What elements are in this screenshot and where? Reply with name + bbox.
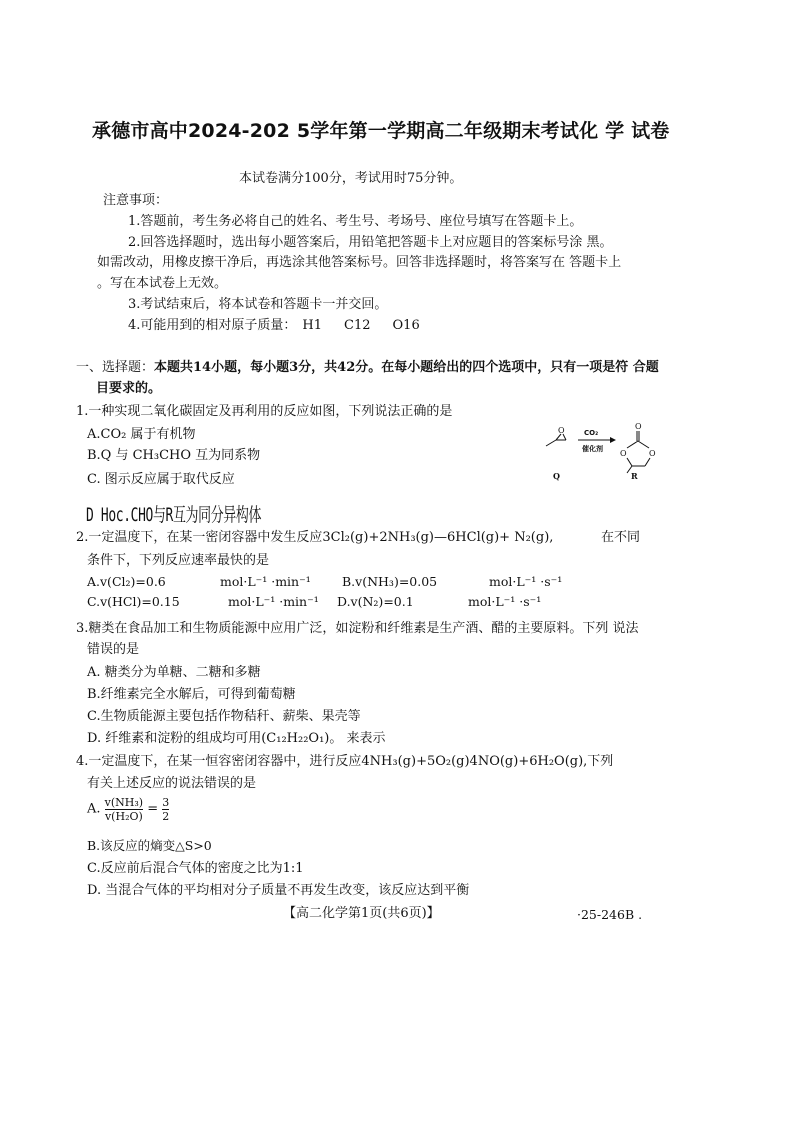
q1-option-a: A.CO₂ 属于有机物 (87, 427, 196, 442)
ring-oxygen-right: O (649, 449, 656, 458)
carbonyl-oxygen: O (635, 422, 642, 431)
note-2c: 。写在本试卷上无效。 (97, 276, 228, 291)
q2-option-b-value: B.v(NH₃)=0.05 (342, 574, 438, 589)
q1-option-b: B.Q 与 CH₃CHO 互为同系物 (87, 448, 261, 463)
q4-option-a (87, 796, 169, 823)
q2-option-a-unit: mol·L⁻¹ ·min⁻¹ (220, 574, 311, 589)
ring-oxygen-left: O (620, 449, 627, 458)
arrow-bottom-label: 催化剂 (582, 445, 603, 453)
reaction-arrow-head (610, 437, 616, 443)
note-4-label: 4.可能用到的相对原子质量： (128, 318, 297, 333)
q4-option-c: C.反应前后混合气体的密度之比为1:1 (87, 861, 304, 876)
section-heading-label: 一、选择题： (76, 360, 155, 375)
q3-stem-2: 错误的是 (87, 642, 140, 657)
note-2b: 如需改动，用橡皮擦干净后，再选涂其他答案标号。回答非选择题时，将答案写在 答题卡上 (97, 255, 622, 270)
ring-bond-left-upper (627, 441, 638, 448)
equals-sign: = (147, 801, 159, 817)
score-time-line: 本试卷满分100分，考试用时75分钟。 (239, 171, 463, 186)
label-r: R (631, 471, 638, 481)
reaction-scheme (540, 418, 675, 484)
rate-ratio-denominator: v(H₂O) (104, 810, 143, 823)
q3-option-c: C.生物质能源主要包括作物秸秆、薪柴、果壳等 (87, 709, 361, 724)
section-heading-tail: 目要求的。 (96, 381, 162, 396)
note-2a: 2.回答选择题时，选出每小题答案后，用铅笔把答题卡上对应题目的答案标号涂 黑。 (128, 235, 613, 250)
q2-stem-tail: 在不同 (601, 530, 641, 545)
atomic-mass-o: O16 (392, 318, 420, 333)
rate-ratio-fraction (105, 796, 143, 823)
q4-option-b: B.该反应的熵变△S>0 (87, 838, 212, 853)
paper-code: ·25-246B . (577, 907, 643, 922)
q4-option-d: D. 当混合气体的平均相对分子质量不再发生改变，该反应达到平衡 (87, 883, 470, 898)
q2-stem-2: 条件下，下列反应速率最快的是 (87, 553, 270, 568)
epoxide-oxygen: O (558, 426, 565, 435)
q2-option-c-value: C.v(HCl)=0.15 (87, 594, 180, 609)
ratio-value-denominator: 2 (162, 810, 170, 823)
q2-option-b-unit: mol·L⁻¹ ·s⁻¹ (489, 574, 563, 589)
q2-stem: 2.一定温度下，在某一密闭容器中发生反应3Cl₂(g)+2NH₃(g)—6HCl(g)+ N₂(g), (76, 530, 554, 545)
q1-option-c: C. 图示反应属于取代反应 (87, 472, 235, 487)
ring-bond-left-lower (627, 458, 632, 466)
ratio-value-fraction (162, 796, 169, 823)
q1-option-d: D Hoc.CHO与R互为同分异构体 (86, 504, 262, 526)
q1-stem: 1.一种实现二氧化碳固定及再利用的反应如图，下列说法正确的是 (76, 404, 453, 419)
arrow-top-label: CO₂ (584, 429, 599, 437)
atomic-mass-c: C12 (344, 318, 371, 333)
q3-stem: 3.糖类在食品加工和生物质能源中应用广泛，如淀粉和纤维素是生产酒、醋的主要原料。下列 说法 (76, 621, 639, 636)
ring-bond-right-upper (638, 441, 649, 448)
q4-stem-2: 有关上述反应的说法错误的是 (87, 776, 257, 791)
q4-option-a-prefix: A. (87, 801, 101, 817)
q4-stem: 4.一定温度下，在某一恒容密闭容器中，进行反应4NH₃(g)+5O₂(g)4NO(g)+6H₂O(g),下列 (76, 754, 614, 769)
q3-option-b: B.纤维素完全水解后，可得到葡萄糖 (87, 687, 296, 702)
notes-title: 注意事项： (103, 193, 169, 208)
label-q: Q (553, 471, 560, 481)
page-footer: 【高二化学第1页(共6页)】 (283, 906, 440, 921)
section-heading (76, 360, 659, 376)
q2-option-d-value: D.v(N₂)=0.1 (337, 594, 414, 609)
q2-option-c-unit: mol·L⁻¹ ·min⁻¹ (228, 594, 319, 609)
section-heading-rules: 本题共14小题，每小题3分，共42分。在每小题给出的四个选项中，只有一项是符 合题 (154, 360, 659, 375)
exam-title: 承德市高中2024-202 5学年第一学期高二年级期末考试化 学 试卷 (92, 120, 670, 142)
ratio-value-numerator: 3 (162, 796, 170, 809)
note-4 (128, 318, 420, 334)
q2-option-d-unit: mol·L⁻¹ ·s⁻¹ (468, 594, 542, 609)
note-3: 3.考试结束后，将本试卷和答题卡一并交回。 (128, 297, 388, 312)
q2-option-a-value: A.v(Cl₂)=0.6 (87, 574, 166, 589)
q3-option-a: A. 糖类分为单糖、二糖和多糖 (87, 665, 261, 680)
q3-option-d: D. 纤维素和淀粉的组成均可用(C₁₂H₂₂O₁)。 来表示 (87, 731, 386, 746)
note-1: 1.答题前，考生务必将自己的姓名、考生号、考场号、座位号填写在答题卡上。 (128, 214, 583, 229)
ring-bond-right-lower (645, 458, 650, 466)
epoxide-chain-bond (546, 440, 556, 446)
rate-ratio-numerator: v(NH₃) (104, 796, 144, 809)
atomic-mass-h: H1 (302, 318, 323, 333)
